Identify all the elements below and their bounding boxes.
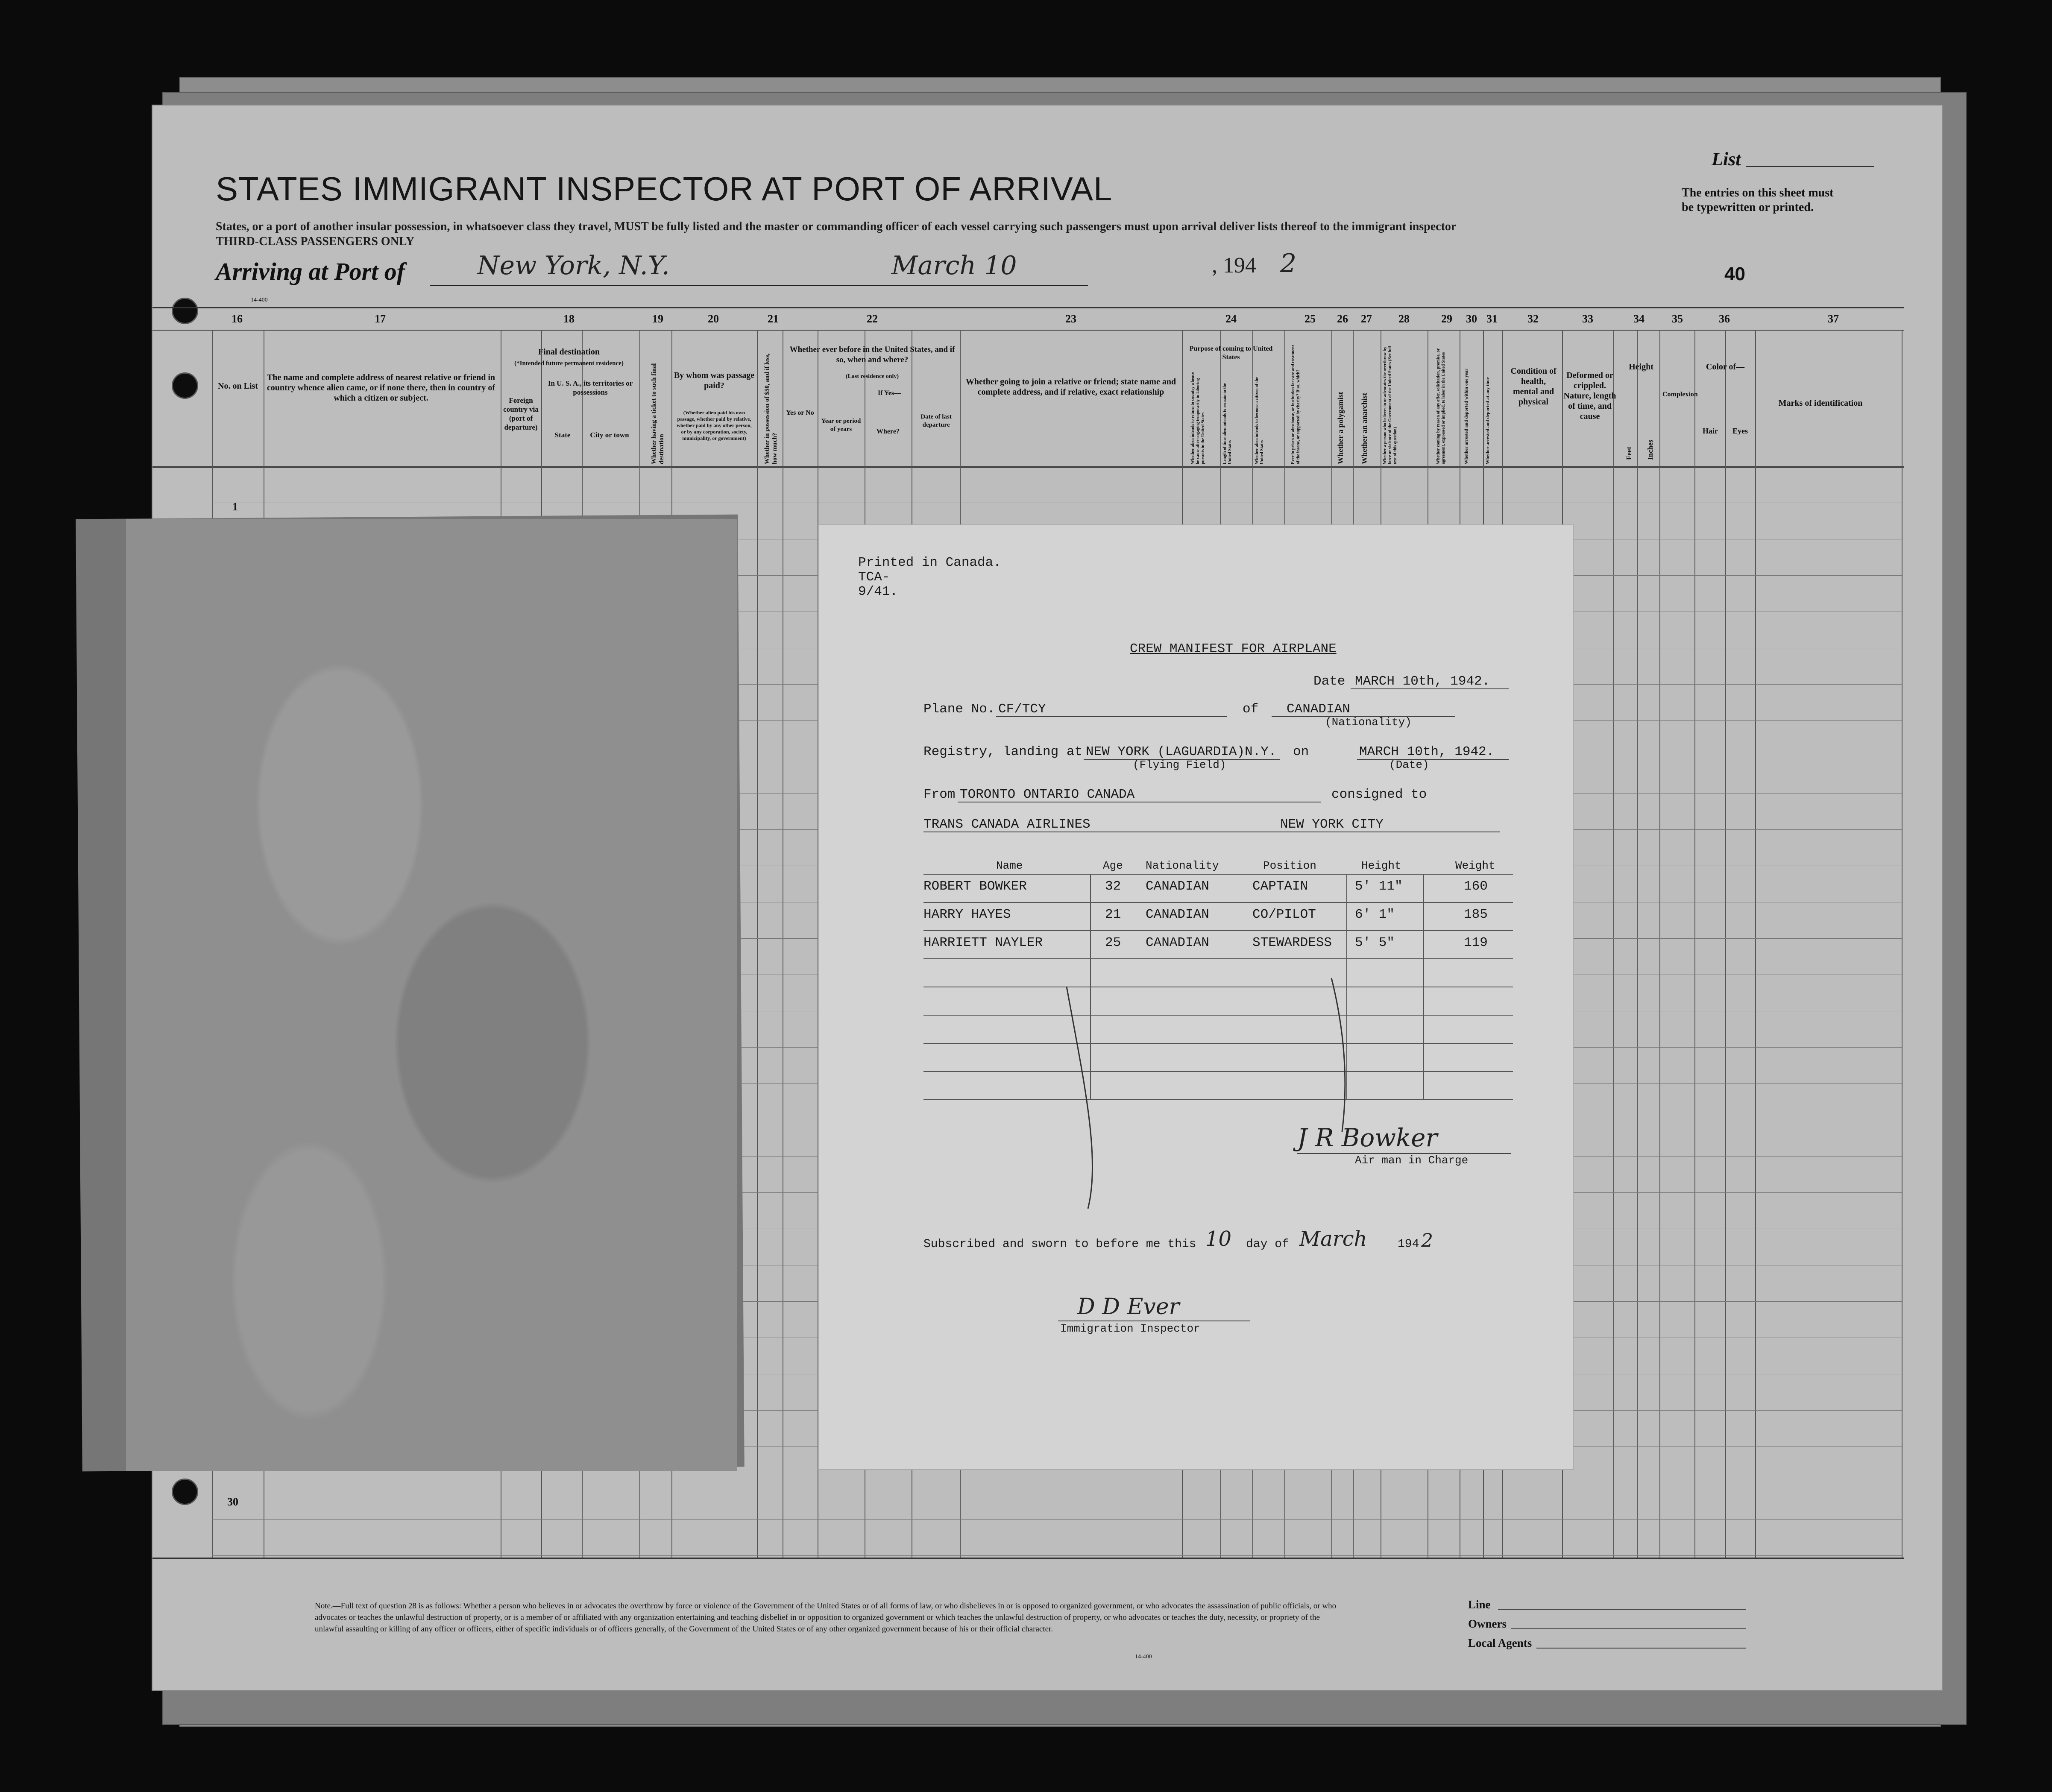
port-handwritten: New York, N.Y. — [477, 251, 670, 281]
form-id-bottom: 14-400 — [1135, 1654, 1152, 1660]
cover-sheet — [126, 519, 737, 1471]
crew-manifest-card — [818, 524, 1574, 1470]
arriving-label: Arriving at Port of — [216, 258, 405, 285]
col-num: 29 — [1441, 313, 1452, 325]
col-position-header: Position — [1263, 859, 1316, 872]
column-rule — [1659, 330, 1660, 1558]
header-hair: Hair — [1703, 427, 1718, 435]
on-label: on — [1293, 744, 1309, 759]
crew-height: 5' 11" — [1355, 879, 1403, 894]
inspector-caption: Immigration Inspector — [1060, 1322, 1200, 1335]
date-label: Date — [1313, 674, 1346, 689]
entries-note: The entries on this sheet must be typewritten or printed. — [1682, 186, 1834, 214]
binder-hole — [172, 1479, 198, 1505]
crew-nationality: CANADIAN — [1146, 879, 1209, 894]
col-weight-header: Weight — [1455, 859, 1495, 872]
col-num: 19 — [652, 313, 663, 325]
header-passage-paid: By whom was passage paid? — [674, 371, 755, 390]
year-prefix: , 194 — [1212, 253, 1256, 278]
col-num: 31 — [1486, 313, 1498, 325]
line-label: Line — [1468, 1598, 1491, 1611]
header-bottom-rule — [152, 466, 1904, 468]
list-label: List — [1712, 149, 1741, 170]
row-number-first: 1 — [232, 501, 238, 513]
date-line — [891, 285, 1088, 286]
form-code-1: TCA- — [858, 570, 890, 585]
col-name-header: Name — [996, 859, 1023, 872]
local-agents-label: Local Agents — [1468, 1637, 1532, 1649]
col-num: 28 — [1398, 313, 1410, 325]
col-num: 25 — [1304, 313, 1316, 325]
header-final-destination-note: (*Intended future permanent residence) — [514, 360, 624, 367]
crew-name: HARRY HAYES — [923, 907, 1011, 922]
crew-position: CAPTAIN — [1252, 879, 1308, 894]
header-polygamist: Whether a polygamist — [1336, 392, 1345, 464]
column-rule — [1755, 330, 1756, 1558]
col-num: 17 — [375, 313, 386, 325]
header-city: City or town — [590, 431, 629, 439]
colnum-rule — [152, 330, 1904, 331]
header-last-residence: (Last residence only) — [845, 373, 899, 380]
plane-label: Plane No. — [923, 702, 995, 717]
date-value: MARCH 10th, 1942. — [1355, 674, 1490, 689]
form-code-2: 9/41. — [858, 584, 898, 599]
col-num: 37 — [1828, 313, 1839, 325]
col-num: 23 — [1065, 313, 1076, 325]
crew-weight: 119 — [1464, 935, 1488, 950]
column-rule — [1613, 330, 1614, 1558]
landing-value: NEW YORK (LAGUARDIA)N.Y. — [1086, 744, 1277, 759]
of-label: of — [1243, 702, 1259, 717]
form-instruction: States, or a port of another insular possession, in whatsoever class they travel, MUST be fully listed and the master or commanding officer of each vessel carrying such passengers must upon arrival deliver lists thereof to the immigrant inspector — [216, 220, 1457, 233]
question-28-note: Note.—Full text of question 28 is as follows: Whether a person who believes in or advocates the overthrow by force or violence of the Government of the United States or of all forms of law, or who disbelieves in or is opposed to organized government, or who advocates the assassination of public officials, or who advocates or teaches the unlawful destruction of property, or is a member of or affiliated with any organization entertaining and teaching disbelief in or opposition to organized government or which teaches the unlawful destruction of property, or who advocates or teaches the duty, necessity, or propriety of the unlawful assaulting or killing of any officer or officers, either of specific individuals or of officers generally, of the Government of the United States or of any other organized government because of his or their official character. — [315, 1602, 1337, 1634]
col-num: 21 — [768, 313, 779, 325]
header-prison: Ever in prison or almshouse, or institution for care and treatment of the insane, or supported by charity? If so, which? — [1291, 345, 1301, 464]
on-value: MARCH 10th, 1942. — [1359, 744, 1495, 759]
crew-height: 6' 1" — [1355, 907, 1395, 922]
crew-weight: 185 — [1464, 907, 1488, 922]
header-date-departure: Date of last departure — [920, 413, 952, 428]
date-handwritten: March 10 — [891, 251, 1017, 281]
inspector-signature: D D Ever — [1077, 1294, 1180, 1320]
col-age-header: Age — [1103, 859, 1123, 872]
header-yes-no: Yes or No — [786, 409, 814, 416]
column-rule — [1725, 330, 1726, 1558]
sworn-year-prefix: 194 — [1398, 1238, 1419, 1251]
header-final-destination: Final destination — [538, 347, 600, 357]
local-agents-field — [1536, 1648, 1746, 1649]
printed-in-canada: Printed in Canada. — [858, 555, 1001, 570]
crew-age: 25 — [1105, 935, 1121, 950]
crew-height: 5' 5" — [1355, 935, 1395, 950]
header-no-on-list: No. on List — [218, 381, 258, 391]
header-where: Where? — [876, 428, 900, 435]
owners-label: Owners — [1468, 1617, 1507, 1630]
col-num: 18 — [563, 313, 575, 325]
binder-hole — [172, 372, 198, 399]
header-marks: Marks of identification — [1778, 398, 1863, 408]
destination-value: NEW YORK CITY — [1280, 817, 1384, 832]
crew-name: HARRIETT NAYLER — [923, 935, 1043, 950]
header-purpose-a: Whether alien intends to return to country whence he came after engaging temporarily in laboring pursuits in the United States — [1190, 372, 1205, 464]
registry-label: Registry, landing at — [923, 744, 1083, 759]
col-num: 22 — [867, 313, 878, 325]
day-of-label: day of — [1246, 1238, 1289, 1251]
col-num: 33 — [1582, 313, 1593, 325]
crew-position: STEWARDESS — [1252, 935, 1332, 950]
column-rule — [1694, 330, 1695, 1558]
row-rule — [212, 1519, 1902, 1520]
row-rule — [212, 1555, 1902, 1556]
table-bottom-rule — [152, 1558, 1904, 1559]
header-q28: Whether a person who believes in or advocates the overthrow by force or violence of the Government of the United States (See full text of this question) — [1383, 346, 1398, 464]
nationality-value: CANADIAN — [1287, 702, 1350, 717]
header-inches: Inches — [1646, 439, 1654, 460]
binder-hole — [172, 298, 198, 324]
header-passage-note: (Whether alien paid his own passage, whether paid by relative, whether paid by any other person, or by any corporation, society, municipality, or government) — [677, 410, 752, 441]
date-caption: (Date) — [1389, 758, 1429, 771]
header-year-period: Year or period of years — [821, 418, 861, 433]
airman-signature: J R Bowker — [1297, 1123, 1438, 1152]
header-ever-before: Whether ever before in the United States, and if so, when and where? — [789, 345, 955, 364]
list-line — [1746, 166, 1874, 167]
column-rule — [1637, 330, 1638, 1558]
col-nationality-header: Nationality — [1146, 859, 1219, 872]
header-q30: Whether arrested and deported within one year — [1464, 369, 1469, 464]
header-relative: The name and complete address of nearest relative or friend in country whence alien came, or if none there, then in country of which a citizen or subject. — [267, 373, 495, 403]
column-rule — [757, 330, 758, 1558]
header-ticket: Whether having a ticket to such final destination — [651, 363, 665, 464]
header-purpose-c: Whether alien intends to become a citizen of the United States — [1255, 377, 1264, 464]
header-foreign-country: Foreign country via (port of departure) — [503, 396, 539, 431]
crew-weight: 160 — [1464, 879, 1488, 894]
col-height-header: Height — [1361, 859, 1401, 872]
table-top-rule — [152, 307, 1904, 308]
plane-value: CF/TCY — [998, 702, 1046, 717]
crew-position: CO/PILOT — [1252, 907, 1316, 922]
nationality-caption: (Nationality) — [1325, 716, 1412, 729]
crew-nationality: CANADIAN — [1146, 935, 1209, 950]
col-num: 24 — [1225, 313, 1237, 325]
header-condition: Condition of health, mental and physical — [1510, 366, 1557, 407]
year-handwritten: 2 — [1280, 249, 1297, 278]
header-anarchist: Whether an anarchist — [1360, 392, 1369, 464]
sworn-month: March — [1299, 1227, 1367, 1251]
sworn-day: 10 — [1205, 1227, 1232, 1251]
class-note: THIRD-CLASS PASSENGERS ONLY — [216, 235, 415, 248]
col-num: 20 — [708, 313, 719, 325]
header-height: Height — [1629, 362, 1653, 372]
col-num: 30 — [1466, 313, 1477, 325]
crew-nationality: CANADIAN — [1146, 907, 1209, 922]
crew-name: ROBERT BOWKER — [923, 879, 1027, 894]
crew-age: 32 — [1105, 879, 1121, 894]
col-num: 27 — [1361, 313, 1372, 325]
owners-field — [1511, 1628, 1746, 1629]
header-deformed: Deformed or crippled. Nature, length of time, and cause — [1563, 371, 1616, 421]
header-eyes: Eyes — [1732, 427, 1748, 435]
crew-age: 21 — [1105, 907, 1121, 922]
header-complexion: Complexion — [1662, 391, 1698, 398]
sworn-year-hand: 2 — [1421, 1230, 1433, 1252]
col-num: 36 — [1719, 313, 1730, 325]
form-id-top: 14-400 — [251, 297, 268, 303]
airman-caption: Air man in Charge — [1355, 1154, 1469, 1167]
consigned-label: consigned to — [1331, 787, 1427, 802]
sworn-text: Subscribed and sworn to before me this — [923, 1238, 1196, 1251]
col-num: 26 — [1337, 313, 1348, 325]
header-joining: Whether going to join a relative or friend; state name and complete address, and if relative, exact relationship — [965, 377, 1176, 397]
from-value: TORONTO ONTARIO CANADA — [960, 787, 1135, 802]
col-num: 35 — [1672, 313, 1683, 325]
header-purpose-b: Length of time alien intends to remain in the United States — [1222, 383, 1232, 464]
col-num: 32 — [1527, 313, 1539, 325]
manifest-title: CREW MANIFEST FOR AIRPLANE — [1130, 641, 1337, 656]
line-field — [1498, 1609, 1746, 1610]
flying-field-caption: (Flying Field) — [1133, 758, 1226, 771]
header-in-usa: In U. S. A., its territories or possessions — [548, 379, 633, 396]
header-q31: Whether arrested and deported at any time — [1485, 377, 1490, 464]
header-color-of: Color of— — [1706, 362, 1745, 372]
header-q29: Whether coming by reason of any offer, solicitation, promise, or agreement, expressed or implied, to labor in the United States — [1436, 348, 1446, 464]
col-num: 16 — [232, 313, 243, 325]
airline-value: TRANS CANADA AIRLINES — [923, 817, 1090, 832]
from-label: From — [923, 787, 956, 802]
form-title: STATES IMMIGRANT INSPECTOR AT PORT OF ARRIVAL — [216, 170, 1113, 208]
sheet-number: 40 — [1724, 264, 1745, 284]
row-number-last: 30 — [227, 1496, 238, 1508]
header-feet: Feet — [1625, 446, 1633, 460]
col-num: 34 — [1633, 313, 1645, 325]
header-possession-50: Whether in possession of $50, and if less, how much? — [764, 353, 778, 464]
header-purpose: Purpose of coming to United States — [1189, 345, 1273, 361]
header-if-yes: If Yes— — [877, 389, 901, 397]
header-state: State — [554, 431, 571, 439]
